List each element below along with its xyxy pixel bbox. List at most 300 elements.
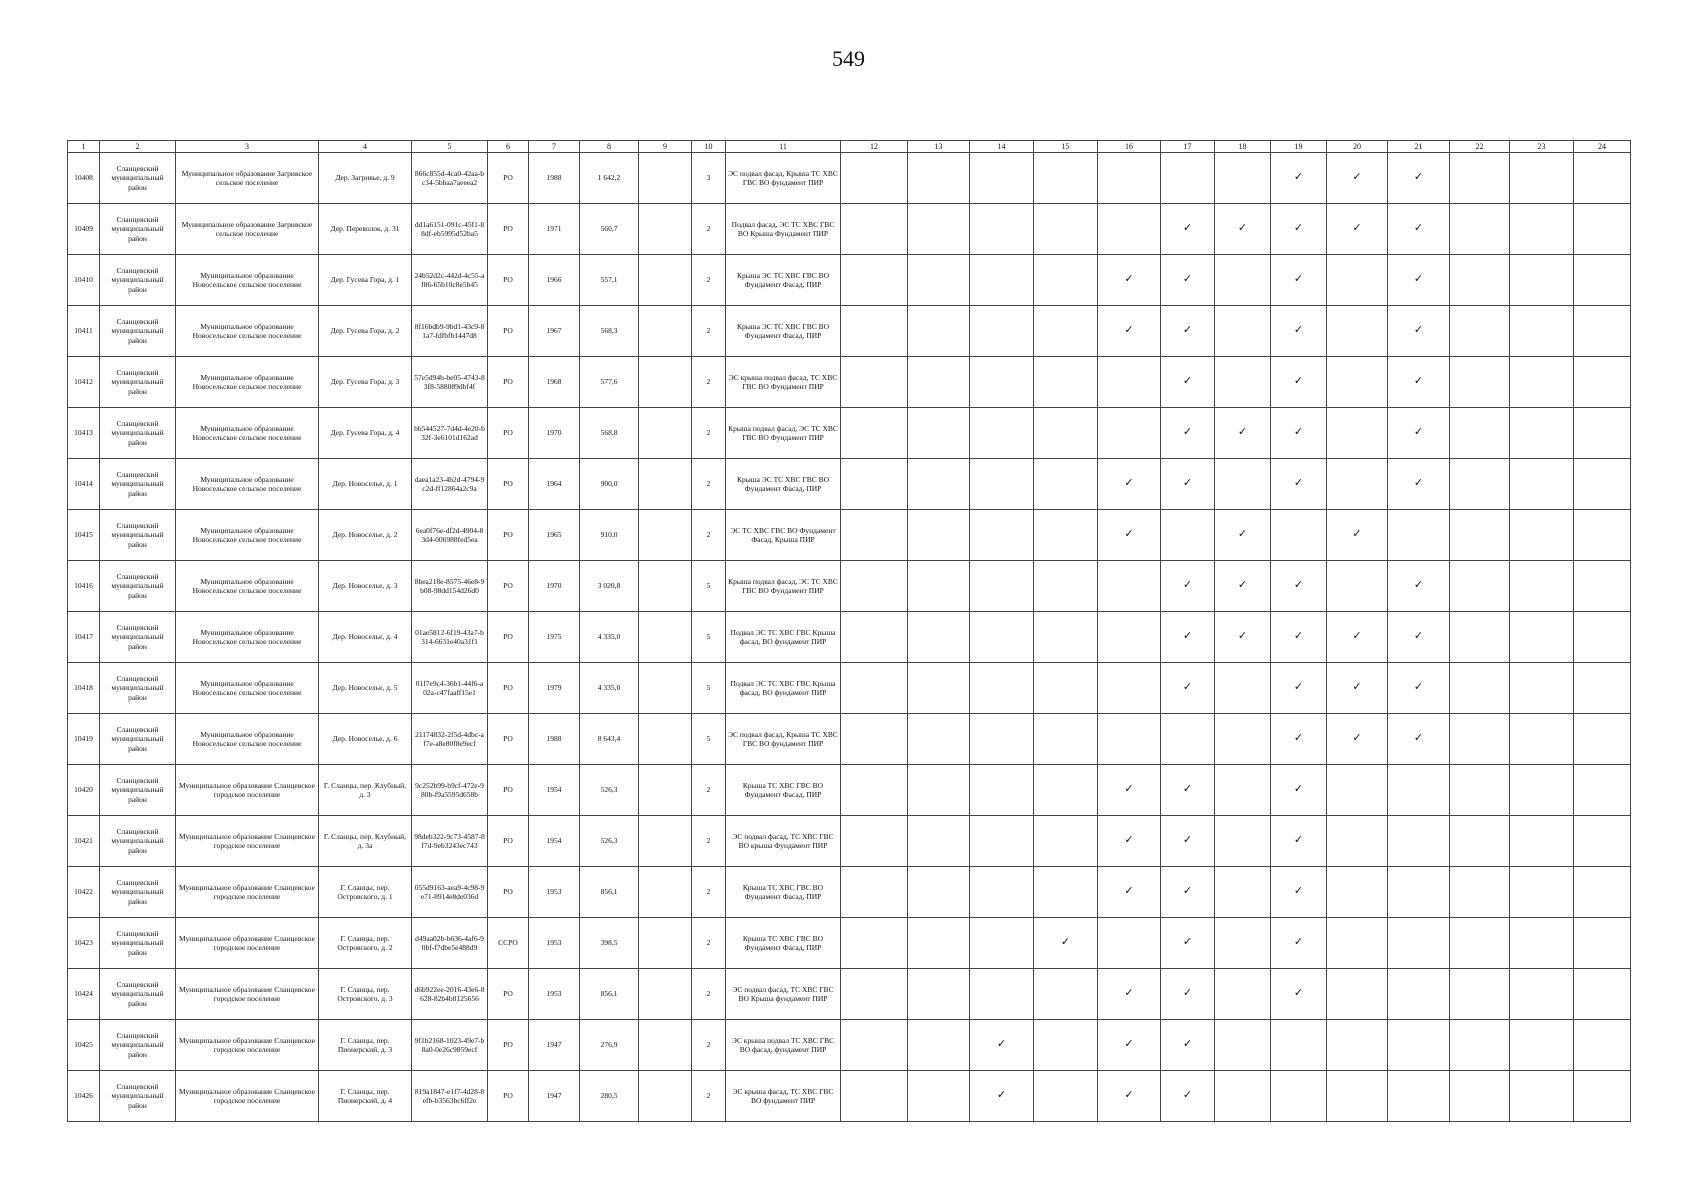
mark-cell-17	[1161, 306, 1215, 357]
check-mark-icon: ✓	[1413, 222, 1424, 235]
row-id-cell: 10424	[68, 969, 100, 1020]
mark-cell-21	[1388, 765, 1450, 816]
column-number-5: 5	[412, 141, 488, 153]
year-built-cell: 1970	[529, 408, 580, 459]
mark-cell-16	[1098, 459, 1161, 510]
column-9-cell	[639, 255, 692, 306]
district-cell: Сланцевский муниципальный район	[100, 969, 176, 1020]
district-cell: Сланцевский муниципальный район	[100, 1071, 176, 1122]
object-code-cell: bb544527-7d4d-4e20-b32f-3e6101d162ad	[412, 408, 488, 459]
mark-cell-17	[1161, 714, 1215, 765]
mark-cell-14	[970, 663, 1034, 714]
check-mark-icon: ✓	[1293, 426, 1304, 439]
district-cell: Сланцевский муниципальный район	[100, 408, 176, 459]
district-cell: Сланцевский муниципальный район	[100, 663, 176, 714]
area-cell: 8 643,4	[580, 714, 639, 765]
mark-cell-24	[1574, 204, 1631, 255]
mark-cell-23	[1510, 306, 1574, 357]
mark-cell-19	[1271, 510, 1327, 561]
mark-cell-13	[908, 408, 970, 459]
check-mark-icon: ✓	[1182, 426, 1193, 439]
form-cell: ССРО	[488, 918, 529, 969]
check-mark-icon: ✓	[1124, 324, 1134, 337]
table-body	[68, 153, 1631, 1122]
object-code-cell: 24b52d2c-442d-4c55-af86-65b10c8e5b45	[412, 255, 488, 306]
object-code-cell: 8bea218e-8575-46e8-9b08-98dd154d26d0	[412, 561, 488, 612]
mark-cell-17	[1161, 969, 1215, 1020]
works-list-cell: Подвал ЭС ТС ХВС ГВС Крыша фасад, ВО фундамент ПИР	[726, 612, 841, 663]
mark-cell-16	[1098, 306, 1161, 357]
mark-cell-13	[908, 867, 970, 918]
check-mark-icon: ✓	[1182, 885, 1193, 898]
column-9-cell	[639, 510, 692, 561]
object-code-cell: 98deb322-9c73-4587-8f7d-9eb3243ec743	[412, 816, 488, 867]
mark-cell-20	[1327, 714, 1388, 765]
column-9-cell	[639, 714, 692, 765]
object-code-cell: 01f7e9c4-36b1-44f6-a02a-c47faaff15e1	[412, 663, 488, 714]
district-cell: Сланцевский муниципальный район	[100, 459, 176, 510]
mark-cell-24	[1574, 561, 1631, 612]
mark-cell-14	[970, 153, 1034, 204]
mark-cell-15	[1034, 612, 1098, 663]
check-mark-icon: ✓	[1124, 987, 1134, 1000]
column-10-cell: 2	[692, 255, 726, 306]
mark-cell-23	[1510, 663, 1574, 714]
mark-cell-23	[1510, 459, 1574, 510]
mark-cell-13	[908, 153, 970, 204]
mark-cell-24	[1574, 969, 1631, 1020]
check-mark-icon: ✓	[1293, 681, 1304, 694]
mark-cell-13	[908, 714, 970, 765]
mark-cell-16	[1098, 714, 1161, 765]
mark-cell-23	[1510, 153, 1574, 204]
address-cell: Дер. Гусева Гора, д. 2	[319, 306, 412, 357]
mark-cell-22	[1450, 1071, 1510, 1122]
mark-cell-24	[1574, 765, 1631, 816]
mark-cell-22	[1450, 1020, 1510, 1071]
mark-cell-14	[970, 1071, 1034, 1122]
year-built-cell: 1947	[529, 1071, 580, 1122]
mark-cell-19	[1271, 153, 1327, 204]
mark-cell-15	[1034, 765, 1098, 816]
check-mark-icon: ✓	[1182, 1089, 1193, 1102]
municipality-cell: Муниципальное образование Сланцевское городское поселение	[176, 1020, 319, 1071]
table-row	[68, 663, 1631, 714]
district-cell: Сланцевский муниципальный район	[100, 867, 176, 918]
mark-cell-16	[1098, 867, 1161, 918]
area-cell: 900,0	[580, 459, 639, 510]
mark-cell-24	[1574, 459, 1631, 510]
check-mark-icon: ✓	[1413, 630, 1424, 643]
form-cell: РО	[488, 204, 529, 255]
mark-cell-24	[1574, 306, 1631, 357]
check-mark-icon: ✓	[1293, 783, 1304, 796]
table-row	[68, 459, 1631, 510]
mark-cell-20	[1327, 510, 1388, 561]
mark-cell-16	[1098, 510, 1161, 561]
mark-cell-14	[970, 510, 1034, 561]
year-built-cell: 1947	[529, 1020, 580, 1071]
municipality-cell: Муниципальное образование Новосельское сельское поселение	[176, 612, 319, 663]
mark-cell-17	[1161, 1020, 1215, 1071]
mark-cell-20	[1327, 561, 1388, 612]
mark-cell-17	[1161, 357, 1215, 408]
mark-cell-16	[1098, 561, 1161, 612]
mark-cell-21	[1388, 612, 1450, 663]
year-built-cell: 1954	[529, 765, 580, 816]
form-cell: РО	[488, 561, 529, 612]
column-10-cell: 2	[692, 918, 726, 969]
column-10-cell: 2	[692, 510, 726, 561]
mark-cell-18	[1215, 204, 1271, 255]
column-9-cell	[639, 765, 692, 816]
column-9-cell	[639, 408, 692, 459]
mark-cell-19	[1271, 306, 1327, 357]
area-cell: 280,5	[580, 1071, 639, 1122]
district-cell: Сланцевский муниципальный район	[100, 306, 176, 357]
column-number-24: 24	[1574, 141, 1631, 153]
row-id-cell: 10413	[68, 408, 100, 459]
mark-cell-19	[1271, 612, 1327, 663]
mark-cell-18	[1215, 1020, 1271, 1071]
check-mark-icon: ✓	[1182, 630, 1193, 643]
mark-cell-15	[1034, 153, 1098, 204]
row-id-cell: 10420	[68, 765, 100, 816]
municipality-cell: Муниципальное образование Новосельское сельское поселение	[176, 714, 319, 765]
column-number-13: 13	[908, 141, 970, 153]
column-9-cell	[639, 153, 692, 204]
address-cell: Дер. Гусева Гора, д. 4	[319, 408, 412, 459]
mark-cell-15	[1034, 204, 1098, 255]
district-cell: Сланцевский муниципальный район	[100, 918, 176, 969]
address-cell: Дер. Новоселье, д. 4	[319, 612, 412, 663]
municipality-cell: Муниципальное образование Сланцевское городское поселение	[176, 816, 319, 867]
mark-cell-22	[1450, 255, 1510, 306]
year-built-cell: 1968	[529, 357, 580, 408]
mark-cell-21	[1388, 1020, 1450, 1071]
mark-cell-22	[1450, 408, 1510, 459]
mark-cell-24	[1574, 1071, 1631, 1122]
column-number-14: 14	[970, 141, 1034, 153]
column-number-19: 19	[1271, 141, 1327, 153]
municipality-cell: Муниципальное образование Новосельское сельское поселение	[176, 357, 319, 408]
address-cell: Г. Сланцы, пер. Пионерский, д. 3	[319, 1020, 412, 1071]
mark-cell-16	[1098, 204, 1161, 255]
mark-cell-21	[1388, 663, 1450, 714]
column-9-cell	[639, 969, 692, 1020]
address-cell: Дер. Новоселье, д. 6	[319, 714, 412, 765]
form-cell: РО	[488, 969, 529, 1020]
mark-cell-23	[1510, 357, 1574, 408]
check-mark-icon: ✓	[1293, 936, 1304, 949]
year-built-cell: 1971	[529, 204, 580, 255]
form-cell: РО	[488, 357, 529, 408]
mark-cell-14	[970, 918, 1034, 969]
mark-cell-16	[1098, 816, 1161, 867]
year-built-cell: 1970	[529, 561, 580, 612]
check-mark-icon: ✓	[1293, 885, 1304, 898]
mark-cell-13	[908, 459, 970, 510]
check-mark-icon: ✓	[1413, 171, 1424, 184]
table-row	[68, 408, 1631, 459]
column-9-cell	[639, 357, 692, 408]
mark-cell-23	[1510, 510, 1574, 561]
mark-cell-13	[908, 306, 970, 357]
year-built-cell: 1979	[529, 663, 580, 714]
column-10-cell: 2	[692, 1020, 726, 1071]
column-number-12: 12	[841, 141, 908, 153]
check-mark-icon: ✓	[1352, 528, 1362, 541]
column-9-cell	[639, 204, 692, 255]
table-row	[68, 357, 1631, 408]
check-mark-icon: ✓	[1352, 171, 1362, 184]
municipality-cell: Муниципальное образование Новосельское сельское поселение	[176, 663, 319, 714]
mark-cell-23	[1510, 1020, 1574, 1071]
area-cell: 1 642,2	[580, 153, 639, 204]
mark-cell-16	[1098, 663, 1161, 714]
column-9-cell	[639, 1071, 692, 1122]
district-cell: Сланцевский муниципальный район	[100, 1020, 176, 1071]
check-mark-icon: ✓	[1352, 630, 1362, 643]
column-9-cell	[639, 459, 692, 510]
year-built-cell: 1966	[529, 255, 580, 306]
mark-cell-19	[1271, 408, 1327, 459]
column-10-cell: 2	[692, 816, 726, 867]
check-mark-icon: ✓	[1293, 273, 1304, 286]
mark-cell-14	[970, 816, 1034, 867]
mark-cell-19	[1271, 765, 1327, 816]
object-code-cell: 21174832-2f5d-4dbc-af7e-a8e80f8e9ecf	[412, 714, 488, 765]
table-row	[68, 153, 1631, 204]
works-list-cell: ЭС подвал фасад, ТС ХВС ГВС ВО крыша Фундамент ПИР	[726, 816, 841, 867]
column-10-cell: 2	[692, 306, 726, 357]
check-mark-icon: ✓	[1413, 477, 1424, 490]
row-id-cell: 10411	[68, 306, 100, 357]
column-10-cell: 3	[692, 153, 726, 204]
check-mark-icon: ✓	[1413, 681, 1424, 694]
mark-cell-17	[1161, 204, 1215, 255]
mark-cell-18	[1215, 867, 1271, 918]
mark-cell-22	[1450, 459, 1510, 510]
mark-cell-21	[1388, 969, 1450, 1020]
mark-cell-20	[1327, 459, 1388, 510]
mark-cell-18	[1215, 153, 1271, 204]
mark-cell-12	[841, 612, 908, 663]
row-id-cell: 10416	[68, 561, 100, 612]
mark-cell-18	[1215, 969, 1271, 1020]
mark-cell-20	[1327, 357, 1388, 408]
check-mark-icon: ✓	[1293, 171, 1304, 184]
mark-cell-17	[1161, 510, 1215, 561]
mark-cell-22	[1450, 765, 1510, 816]
mark-cell-17	[1161, 1071, 1215, 1122]
mark-cell-13	[908, 561, 970, 612]
municipality-cell: Муниципальное образование Сланцевское городское поселение	[176, 867, 319, 918]
mark-cell-24	[1574, 408, 1631, 459]
row-id-cell: 10412	[68, 357, 100, 408]
mark-cell-22	[1450, 918, 1510, 969]
form-cell: РО	[488, 867, 529, 918]
year-built-cell: 1953	[529, 969, 580, 1020]
area-cell: 560,7	[580, 204, 639, 255]
check-mark-icon: ✓	[1413, 579, 1424, 592]
check-mark-icon: ✓	[1124, 834, 1134, 847]
mark-cell-12	[841, 255, 908, 306]
column-number-21: 21	[1388, 141, 1450, 153]
row-id-cell: 10408	[68, 153, 100, 204]
form-cell: РО	[488, 510, 529, 561]
mark-cell-16	[1098, 765, 1161, 816]
table-row	[68, 255, 1631, 306]
check-mark-icon: ✓	[1124, 528, 1134, 541]
mark-cell-21	[1388, 918, 1450, 969]
check-mark-icon: ✓	[1182, 477, 1193, 490]
district-cell: Сланцевский муниципальный район	[100, 765, 176, 816]
check-mark-icon: ✓	[1413, 324, 1424, 337]
year-built-cell: 1967	[529, 306, 580, 357]
mark-cell-18	[1215, 663, 1271, 714]
column-10-cell: 2	[692, 1071, 726, 1122]
municipality-cell: Муниципальное образование Сланцевское городское поселение	[176, 969, 319, 1020]
mark-cell-18	[1215, 714, 1271, 765]
mark-cell-19	[1271, 255, 1327, 306]
mark-cell-12	[841, 867, 908, 918]
mark-cell-19	[1271, 969, 1327, 1020]
column-10-cell: 2	[692, 765, 726, 816]
mark-cell-12	[841, 918, 908, 969]
check-mark-icon: ✓	[1182, 579, 1193, 592]
mark-cell-24	[1574, 255, 1631, 306]
mark-cell-12	[841, 816, 908, 867]
column-number-16: 16	[1098, 141, 1161, 153]
check-mark-icon: ✓	[1237, 579, 1248, 592]
mark-cell-14	[970, 969, 1034, 1020]
mark-cell-16	[1098, 408, 1161, 459]
mark-cell-23	[1510, 612, 1574, 663]
mark-cell-17	[1161, 459, 1215, 510]
check-mark-icon: ✓	[1124, 783, 1134, 796]
mark-cell-20	[1327, 204, 1388, 255]
mark-cell-24	[1574, 714, 1631, 765]
works-list-cell: Подвал фасад, ЭС ТС ХВС ГВС ВО Крыша Фундамент ПИР	[726, 204, 841, 255]
mark-cell-15	[1034, 408, 1098, 459]
works-list-cell: ЭС подвал фасад, Крыша ТС ХВС ГВС ВО фундамент ПИР	[726, 714, 841, 765]
district-cell: Сланцевский муниципальный район	[100, 816, 176, 867]
column-10-cell: 2	[692, 408, 726, 459]
table-row	[68, 969, 1631, 1020]
mark-cell-18	[1215, 765, 1271, 816]
mark-cell-13	[908, 969, 970, 1020]
column-10-cell: 2	[692, 969, 726, 1020]
mark-cell-12	[841, 561, 908, 612]
works-list-cell: ЭС крыша подвал фасад, ТС ХВС ГВС ВО Фундамент ПИР	[726, 357, 841, 408]
column-number-23: 23	[1510, 141, 1574, 153]
column-number-3: 3	[176, 141, 319, 153]
column-10-cell: 2	[692, 867, 726, 918]
mark-cell-23	[1510, 969, 1574, 1020]
mark-cell-13	[908, 255, 970, 306]
form-cell: РО	[488, 153, 529, 204]
mark-cell-13	[908, 204, 970, 255]
municipality-cell: Муниципальное образование Сланцевское городское поселение	[176, 765, 319, 816]
mark-cell-22	[1450, 816, 1510, 867]
municipality-cell: Муниципальное образование Новосельское сельское поселение	[176, 510, 319, 561]
municipality-cell: Муниципальное образование Сланцевское городское поселение	[176, 1071, 319, 1122]
mark-cell-12	[841, 1071, 908, 1122]
mark-cell-17	[1161, 918, 1215, 969]
mark-cell-18	[1215, 459, 1271, 510]
object-code-cell: 055d9163-aea9-4c98-9e71-8914e8de036d	[412, 867, 488, 918]
address-cell: Дер. Новоселье, д. 5	[319, 663, 412, 714]
mark-cell-17	[1161, 153, 1215, 204]
district-cell: Сланцевский муниципальный район	[100, 561, 176, 612]
mark-cell-22	[1450, 306, 1510, 357]
object-code-cell: d6b922ee-2016-43e6-8628-82b4b8125656	[412, 969, 488, 1020]
mark-cell-19	[1271, 663, 1327, 714]
mark-cell-21	[1388, 306, 1450, 357]
form-cell: РО	[488, 459, 529, 510]
mark-cell-24	[1574, 612, 1631, 663]
mark-cell-22	[1450, 969, 1510, 1020]
mark-cell-14	[970, 408, 1034, 459]
address-cell: Дер. Гусева Гора, д. 3	[319, 357, 412, 408]
mark-cell-12	[841, 969, 908, 1020]
mark-cell-13	[908, 663, 970, 714]
column-number-row	[68, 141, 1631, 153]
column-9-cell	[639, 1020, 692, 1071]
mark-cell-20	[1327, 918, 1388, 969]
mark-cell-15	[1034, 459, 1098, 510]
object-code-cell: 01ae5812-6f19-43a7-b314-6631e40a31f1	[412, 612, 488, 663]
works-list-cell: ЭС крыша фасад, ТС ХВС ГВС ВО фундамент ПИР	[726, 1071, 841, 1122]
mark-cell-21	[1388, 255, 1450, 306]
check-mark-icon: ✓	[1182, 273, 1193, 286]
column-10-cell: 5	[692, 663, 726, 714]
mark-cell-21	[1388, 714, 1450, 765]
check-mark-icon: ✓	[1182, 324, 1193, 337]
mark-cell-18	[1215, 561, 1271, 612]
mark-cell-23	[1510, 204, 1574, 255]
mark-cell-18	[1215, 918, 1271, 969]
mark-cell-15	[1034, 918, 1098, 969]
mark-cell-19	[1271, 918, 1327, 969]
mark-cell-21	[1388, 153, 1450, 204]
mark-cell-18	[1215, 357, 1271, 408]
year-built-cell: 1964	[529, 459, 580, 510]
mark-cell-24	[1574, 153, 1631, 204]
works-list-cell: Крыша ТС ХВС ГВС ВО Фундамент Фасад, ПИР	[726, 918, 841, 969]
table-row	[68, 561, 1631, 612]
address-cell: Г. Сланцы, пер. Островского, д. 2	[319, 918, 412, 969]
mark-cell-14	[970, 561, 1034, 612]
mark-cell-12	[841, 153, 908, 204]
mark-cell-20	[1327, 153, 1388, 204]
object-code-cell: 57e5d94b-be05-4743-83f8-588089dbf4f	[412, 357, 488, 408]
mark-cell-23	[1510, 1071, 1574, 1122]
object-code-cell: 6ea0f76e-df2d-4904-83d4-006988fed5ea	[412, 510, 488, 561]
object-code-cell: 8f16bdb9-9bd1-43c9-81a7-fdfbfb1447d8	[412, 306, 488, 357]
area-cell: 4 335,0	[580, 612, 639, 663]
mark-cell-21	[1388, 408, 1450, 459]
mark-cell-15	[1034, 969, 1098, 1020]
mark-cell-17	[1161, 867, 1215, 918]
mark-cell-19	[1271, 204, 1327, 255]
mark-cell-24	[1574, 918, 1631, 969]
check-mark-icon: ✓	[1352, 681, 1362, 694]
column-10-cell: 5	[692, 714, 726, 765]
district-cell: Сланцевский муниципальный район	[100, 612, 176, 663]
works-list-cell: Крыша ЭС ТС ХВС ГВС ВО Фундамент Фасад, ПИР	[726, 255, 841, 306]
